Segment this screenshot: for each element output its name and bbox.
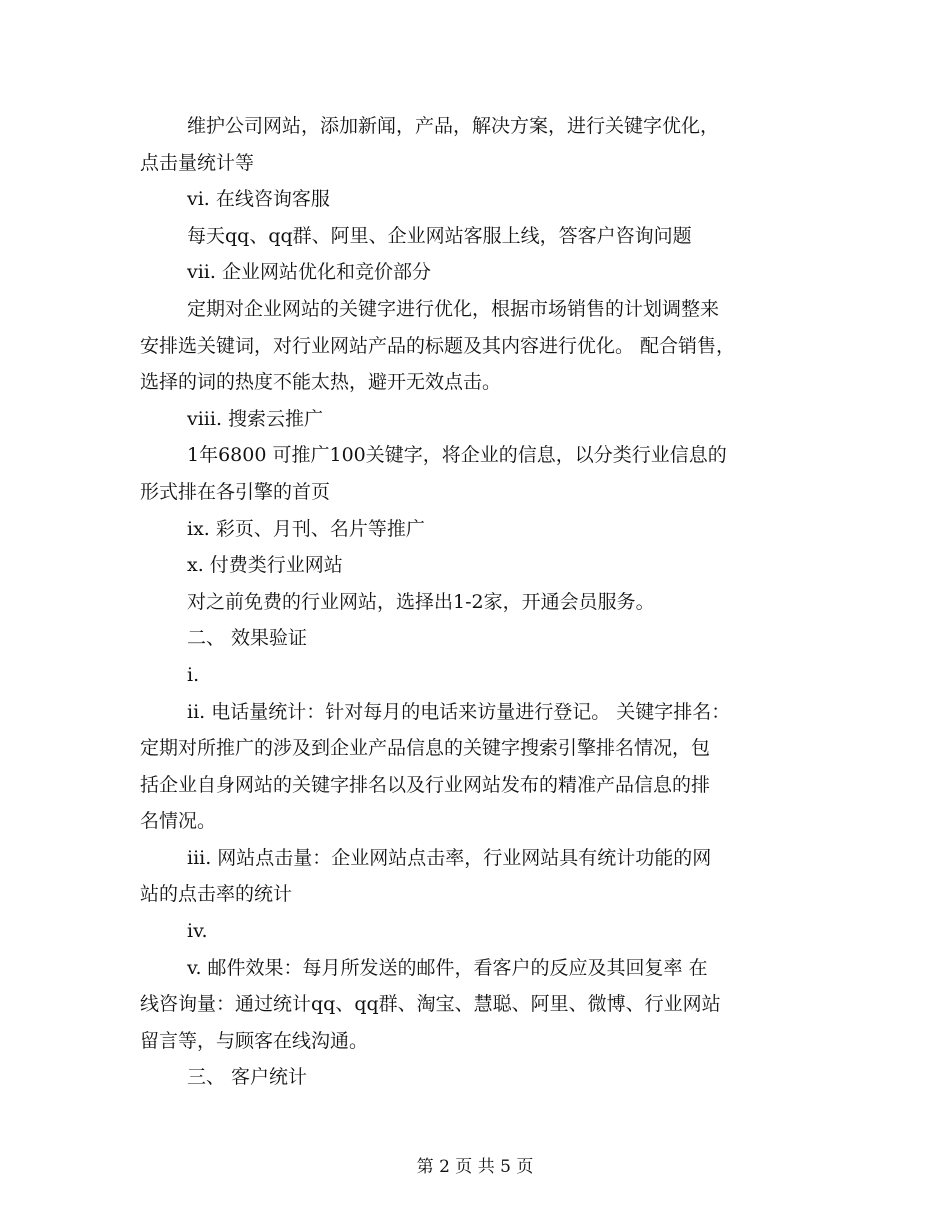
text-line: ii. 电话量统计：针对每月的电话来访量进行登记。 关键字排名：: [187, 700, 731, 723]
text-line: 1年6800 可推广100关键字，将企业的信息，以分类行业信息的: [187, 444, 727, 467]
text-line: 对之前免费的行业网站，选择出1-2家，开通会员服务。: [187, 590, 655, 613]
text-line: 形式排在各引擎的首页: [140, 480, 331, 503]
text-line: 线咨询量：通过统计qq、qq群、淘宝、慧聪、阿里、微博、行业网站: [140, 993, 721, 1016]
document-body: [140, 108, 820, 1096]
text-line: 留言等，与顾客在线沟通。: [140, 1029, 369, 1052]
text-line: 维护公司网站，添加新闻，产品，解决方案，进行关键字优化，: [187, 115, 720, 137]
text-line: viii. 搜索云推广: [187, 407, 324, 430]
text-line: 安排选关键词，对行业网站产品的标题及其内容进行优化。 配合销售，: [140, 334, 736, 357]
text-line: 定期对企业网站的关键字进行优化，根据市场销售的计划调整来: [187, 297, 720, 320]
text-line: 站的点击率的统计: [140, 883, 293, 906]
text-line: 点击量统计等: [140, 151, 255, 174]
text-line: vi. 在线咨询客服: [187, 188, 330, 211]
text-line: 每天qq、qq群、阿里、企业网站客服上线，答客户咨询问题: [187, 224, 692, 247]
text-line: 二、 效果验证: [187, 627, 308, 650]
text-line: vii. 企业网站优化和竞价部分: [187, 261, 431, 284]
text-line: ix. 彩页、月刊、名片等推广: [187, 517, 425, 540]
text-line: 选择的词的热度不能太热，避开无效点击。: [140, 371, 502, 394]
text-line: 名情况。: [140, 810, 217, 833]
text-line: 括企业自身网站的关键字排名以及行业网站发布的精准产品信息的排: [140, 773, 711, 796]
text-line: v. 邮件效果：每月所发送的邮件，看客户的反应及其回复率 在: [187, 956, 708, 979]
text-line: 定期对所推广的涉及到企业产品信息的关键字搜索引擎排名情况，包: [140, 737, 711, 760]
text-line: iv.: [187, 920, 208, 943]
text-line: i.: [187, 663, 200, 686]
text-line: iii. 网站点击量：企业网站点击率，行业网站具有统计功能的网: [187, 846, 712, 869]
text-line: 三、 客户统计: [187, 1066, 308, 1089]
text-line: x. 付费类行业网站: [187, 554, 343, 577]
page-footer: 第 2 页 共 5 页: [416, 1157, 534, 1177]
